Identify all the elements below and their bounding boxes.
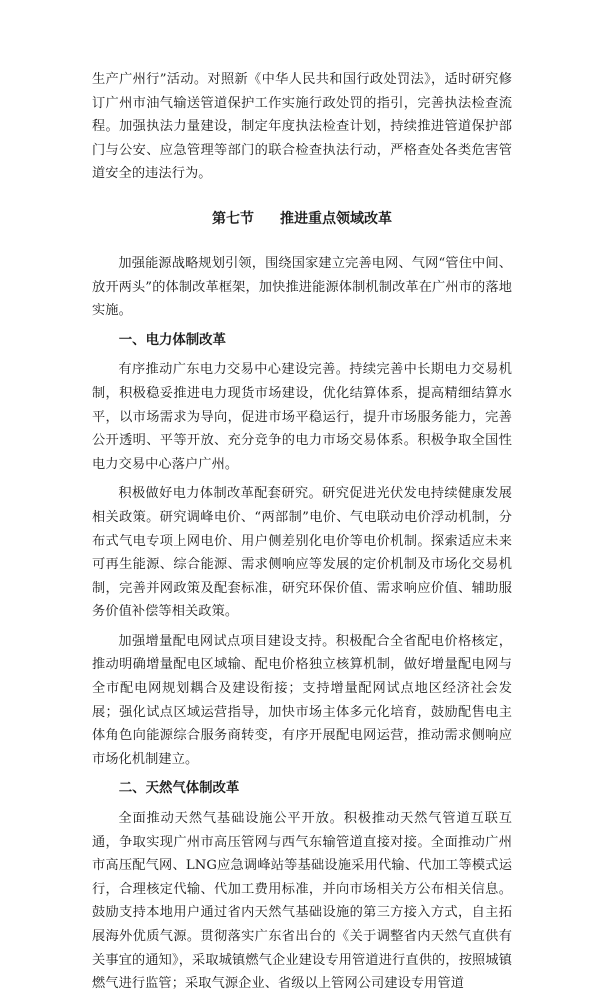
section-name: 推进重点领域改革	[280, 210, 392, 227]
heading-power-reform: 一、电力体制改革	[118, 332, 226, 348]
document-page	[92, 68, 512, 996]
heading-gas-reform: 二、天然气体制改革	[118, 781, 240, 797]
paragraph-power-research: 积极做好电力体制改革配套研究。研究促进光伏发电持续健康发展相关政策。研究调峰电价、“两部制”电价、气电联动电价浮动机制，分布式气电专项上网电价、用户侧差别化电价等电价机制。探索适应未来可再生能源、综合能源、需求侧响应等发展的定价机制及市场化交易机制，完善并网政策及配套标准，研究环保价值、需求响应价值、辅助服务价值补偿等相关政策。	[92, 486, 512, 620]
paragraph-enforcement: 生产广州行”活动。对照新《中华人民共和国行政处罚法》，适时研究修订广州市油气输送管道保护工作实施行政处罚的指引，完善执法检查流程。加强执法力量建设，制定年度执法检查计划，持续推进管道保护部门与公安、应急管理等部门的联合检查执法行动，严格查处各类危害管道安全的违法行为。	[92, 72, 512, 182]
section-title	[92, 207, 512, 231]
paragraph-gas-infrastructure: 全面推动天然气基础设施公平开放。积极推动天然气管道互联互通，争取实现广州市高压管网与西气东输管道直接对接。全面推动广州市高压配气网、LNG应急调峰站等基础设施采用代输、代加工等模式运行，合理核定代输、代加工费用标准，并向市场相关方公布相关信息。鼓励支持本地用户通过省内天然气基础设施的第三方接入方式，自主拓展海外优质气源。贯彻落实广东省出台的《关于调整省内天然气直供有关事宜的通知》，采取城镇燃气企业建设专用管道进行直供的，按照城镇燃气进行监管；采取气源企业、省级以上管网公司建设专用管道	[92, 811, 512, 992]
paragraph-power-exchange: 有序推动广东电力交易中心建设完善。持续完善中长期电力交易机制，积极稳妥推进电力现货市场建设，优化结算体系，提高精细结算水平，以市场需求为导向，促进市场平稳运行，提升市场服务能力，完善公开透明、平等开放、充分竞争的电力市场交易体系。积极争取全国性电力交易中心落户广州。	[92, 362, 512, 472]
paragraph-distribution-grid: 加强增量配电网试点项目建设支持。积极配合全省配电价格核定，推动明确增量配电区域输、配电价格独立核算机制，做好增量配电网与全市配电网规划耦合及建设衔接；支持增量配网试点地区经济社会发展；强化试点区域运营指导，加快市场主体多元化培育，鼓励配售电主体角色向能源综合服务商转变，有序开展配电网运营，推动需求侧响应市场化机制建立。	[92, 633, 512, 767]
paragraph-intro: 加强能源战略规划引领，围绕国家建立完善电网、气网“管住中间、放开两头”的体制改革框架，加快推进能源体制机制改革在广州市的落地实施。	[92, 255, 512, 319]
section-number: 第七节	[212, 210, 254, 227]
